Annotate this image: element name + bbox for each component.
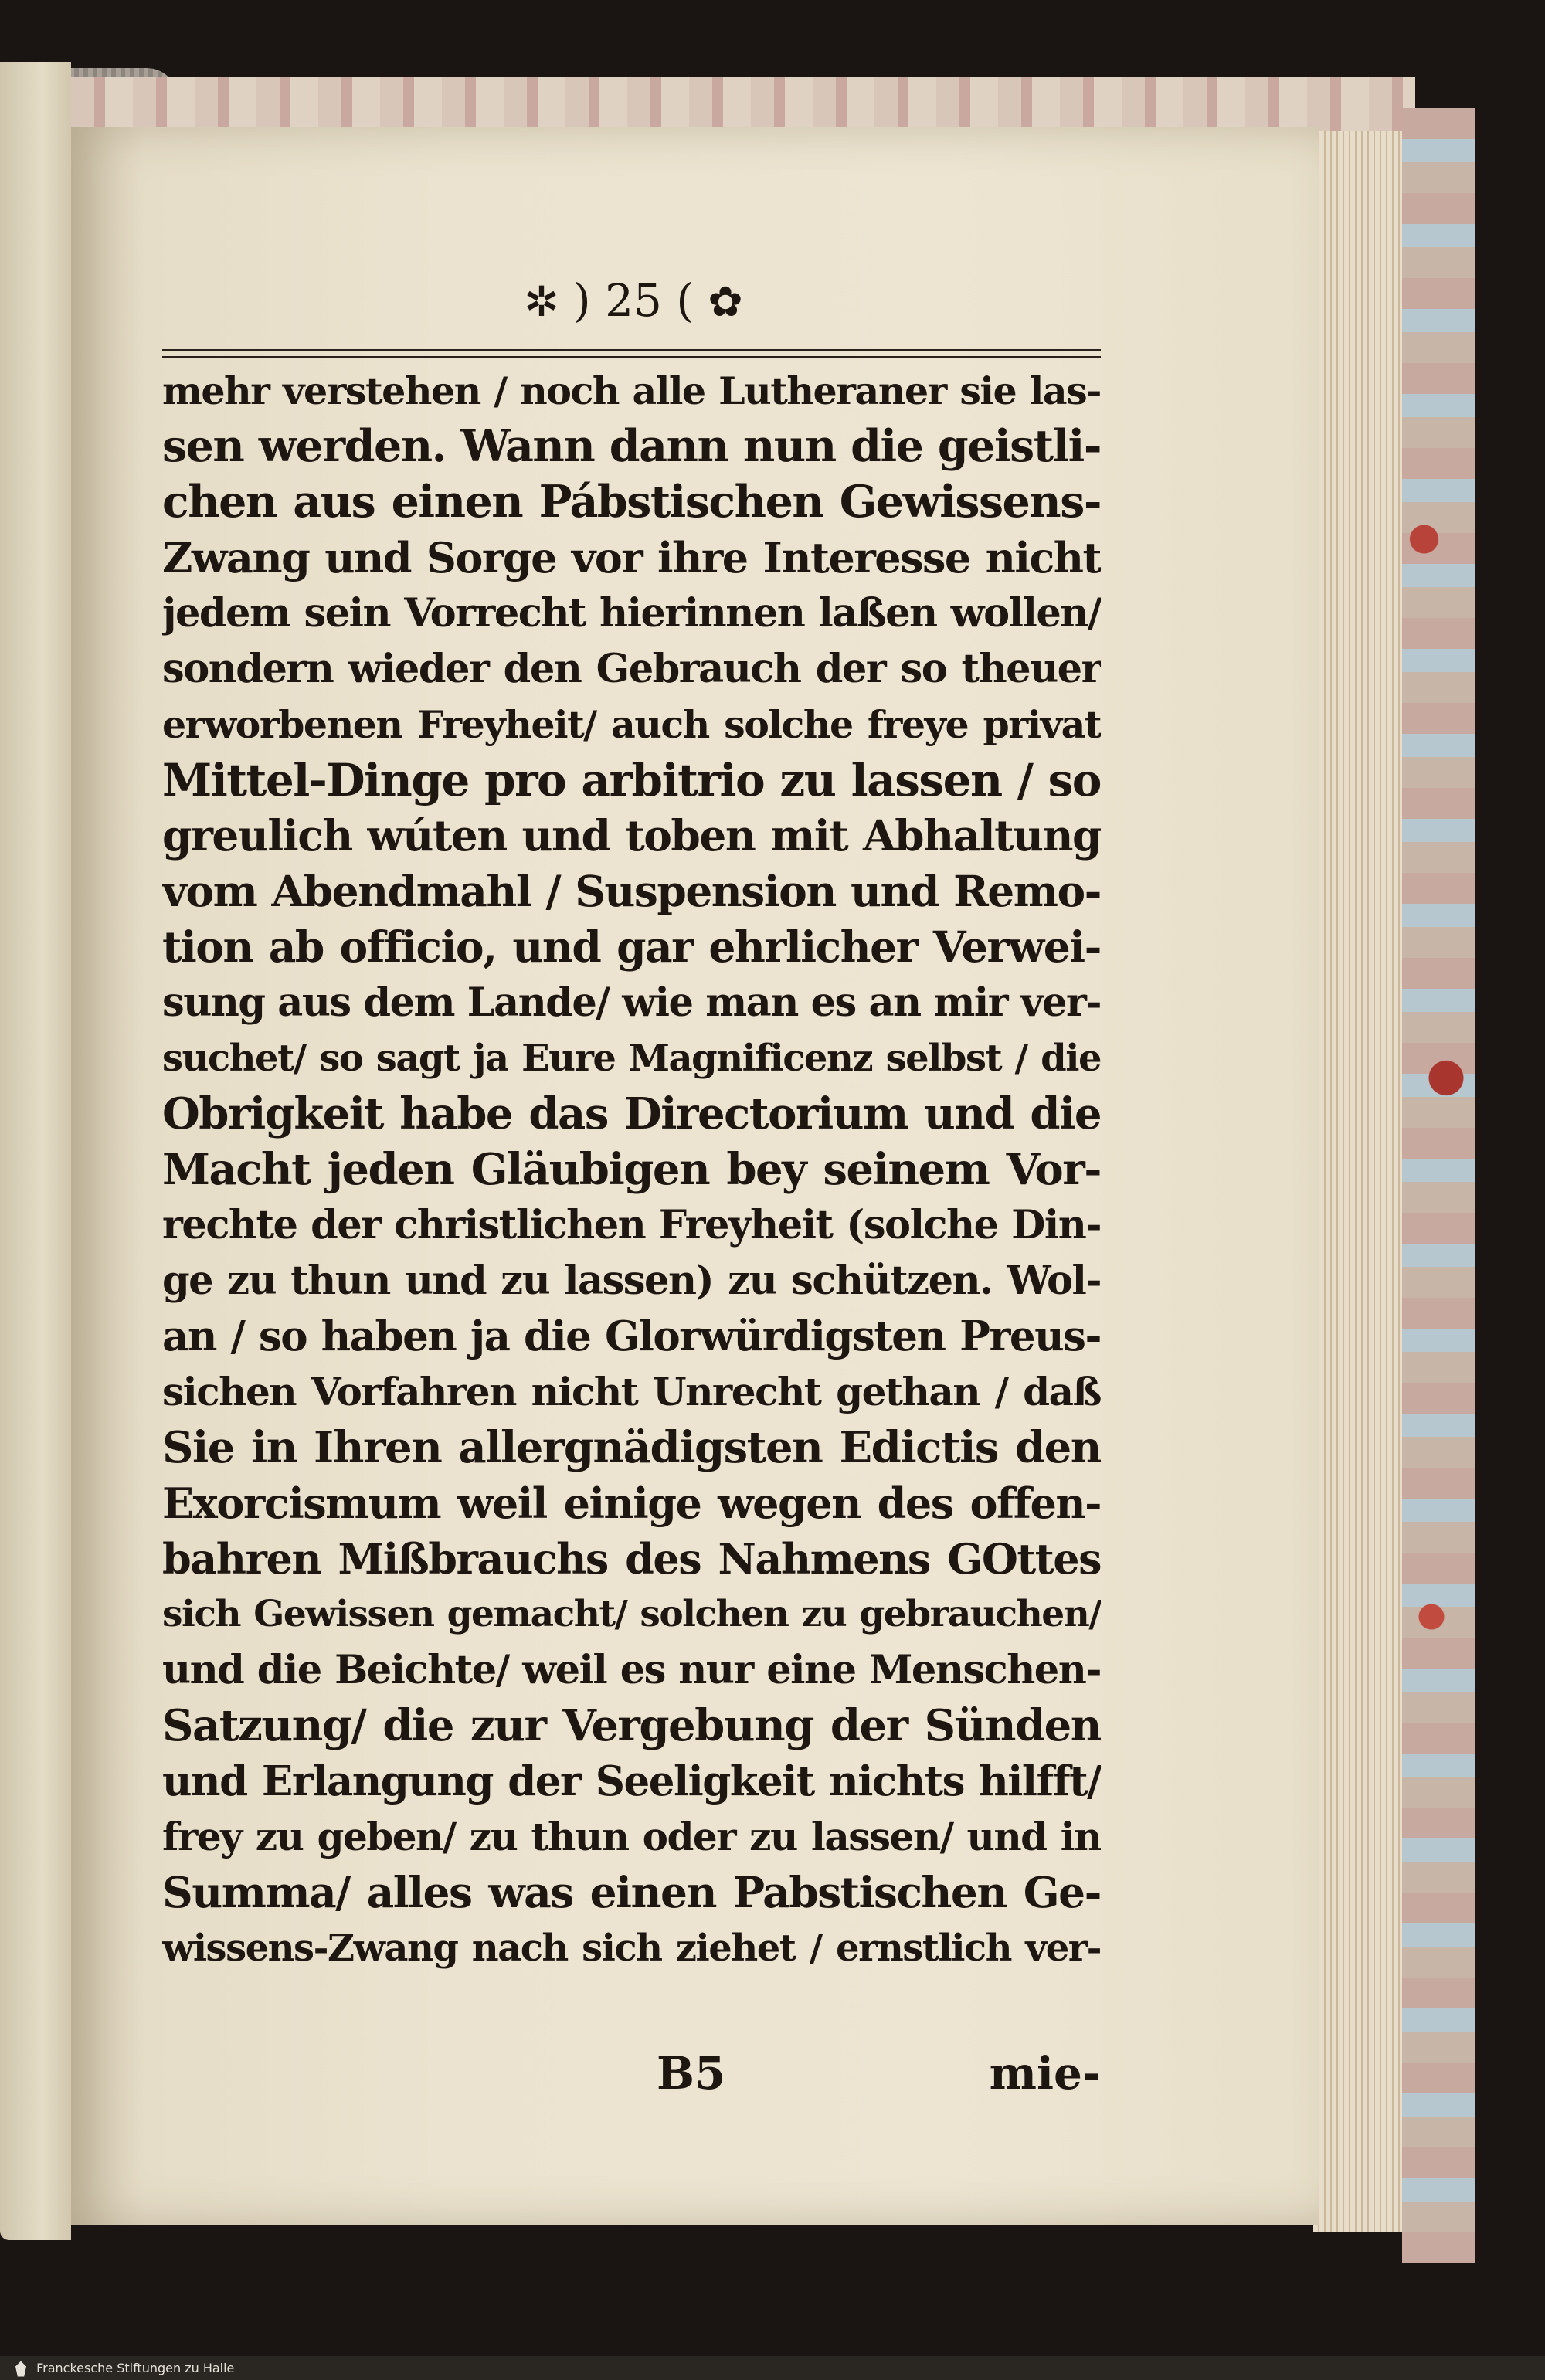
text-line: sondern wieder den Gebrauch der so theuer [162,646,1101,692]
text-line: chen aus einen Pábstischen Gewissens- [162,476,1101,528]
text-line: sichen Vorfahren nicht Unrecht gethan / daß [162,1369,1101,1414]
text-line: wissens-Zwang nach sich ziehet / ernstlich ver- [162,1927,1101,1970]
text-line: erworbenen Freyheit/ auch solche freye privat [162,702,1101,747]
text-line: an / so haben ja die Glorwürdigsten Preus- [162,1312,1101,1360]
text-line: frey zu geben/ zu thun oder zu lassen/ und in [162,1814,1101,1859]
text-line: sich Gewissen gemacht/ solchen zu gebrauchen/ [162,1593,1101,1635]
text-line: und die Beichte/ weil es nur eine Menschen- [162,1647,1101,1693]
text-line: ge zu thun und zu lassen) zu schützen. Wol- [162,1258,1101,1304]
institution-logo-icon [15,2361,26,2377]
text-line: und Erlangung der Seeligkeit nichts hilfft/ [162,1757,1101,1805]
top-page-edge [71,77,1415,131]
text-line: vom Abendmahl / Suspension und Remo- [162,866,1101,916]
cover-edge [1402,108,1475,2263]
text-line: greulich wúten und toben mit Abhaltung [162,810,1101,861]
text-line: rechte der christlichen Freyheit (solche Din- [162,1202,1101,1248]
signature-mark: B5 [657,2047,726,2100]
viewer-footer [0,2356,1545,2380]
text-line: Satzung/ die zur Vergebung der Sünden [162,1700,1101,1751]
left-page-edge [0,62,71,2240]
text-line: Sie in Ihren allergnädigsten Edictis den [162,1422,1101,1473]
page-number: ) 25 ( [573,274,694,327]
ornament-left-icon: ✲ [524,277,559,326]
text-line: mehr verstehen / noch alle Lutheraner sie las- [162,368,1101,413]
text-line: Obrigkeit habe das Directorium und die [162,1088,1101,1139]
ornament-right-icon: ✿ [708,277,743,326]
text-line: Summa/ alles was einen Pabstischen Ge- [162,1867,1101,1917]
text-line: Macht jeden Gläubigen bey seinem Vor- [162,1144,1101,1195]
text-line: suchet/ so sagt ja Eure Magnificenz selbst / die [162,1037,1101,1080]
running-head [471,274,796,344]
text-line: sen werden. Wann dann nun die geistli- [162,420,1101,472]
head-rule [162,349,1101,358]
text-line: Zwang und Sorge vor ihre Interesse nicht [162,533,1101,582]
text-line: Mittel-Dinge pro arbitrio zu lassen / so [162,754,1101,806]
catchword: mie- [989,2047,1101,2100]
fore-edge [1313,131,1406,2232]
text-line: sung aus dem Lande/ wie man es an mir ver- [162,980,1101,1026]
text-line: bahren Mißbrauchs des Nahmens GOttes [162,1534,1101,1584]
text-line: Exorcismum weil einige wegen des offen- [162,1479,1101,1528]
direction-line [162,2047,1101,2103]
text-line: jedem sein Vorrecht hierinnen laßen wollen/ [162,590,1101,637]
footer-label: Franckesche Stiftungen zu Halle [36,2361,235,2375]
text-line: tion ab officio, und gar ehrlicher Verwei- [162,922,1101,972]
